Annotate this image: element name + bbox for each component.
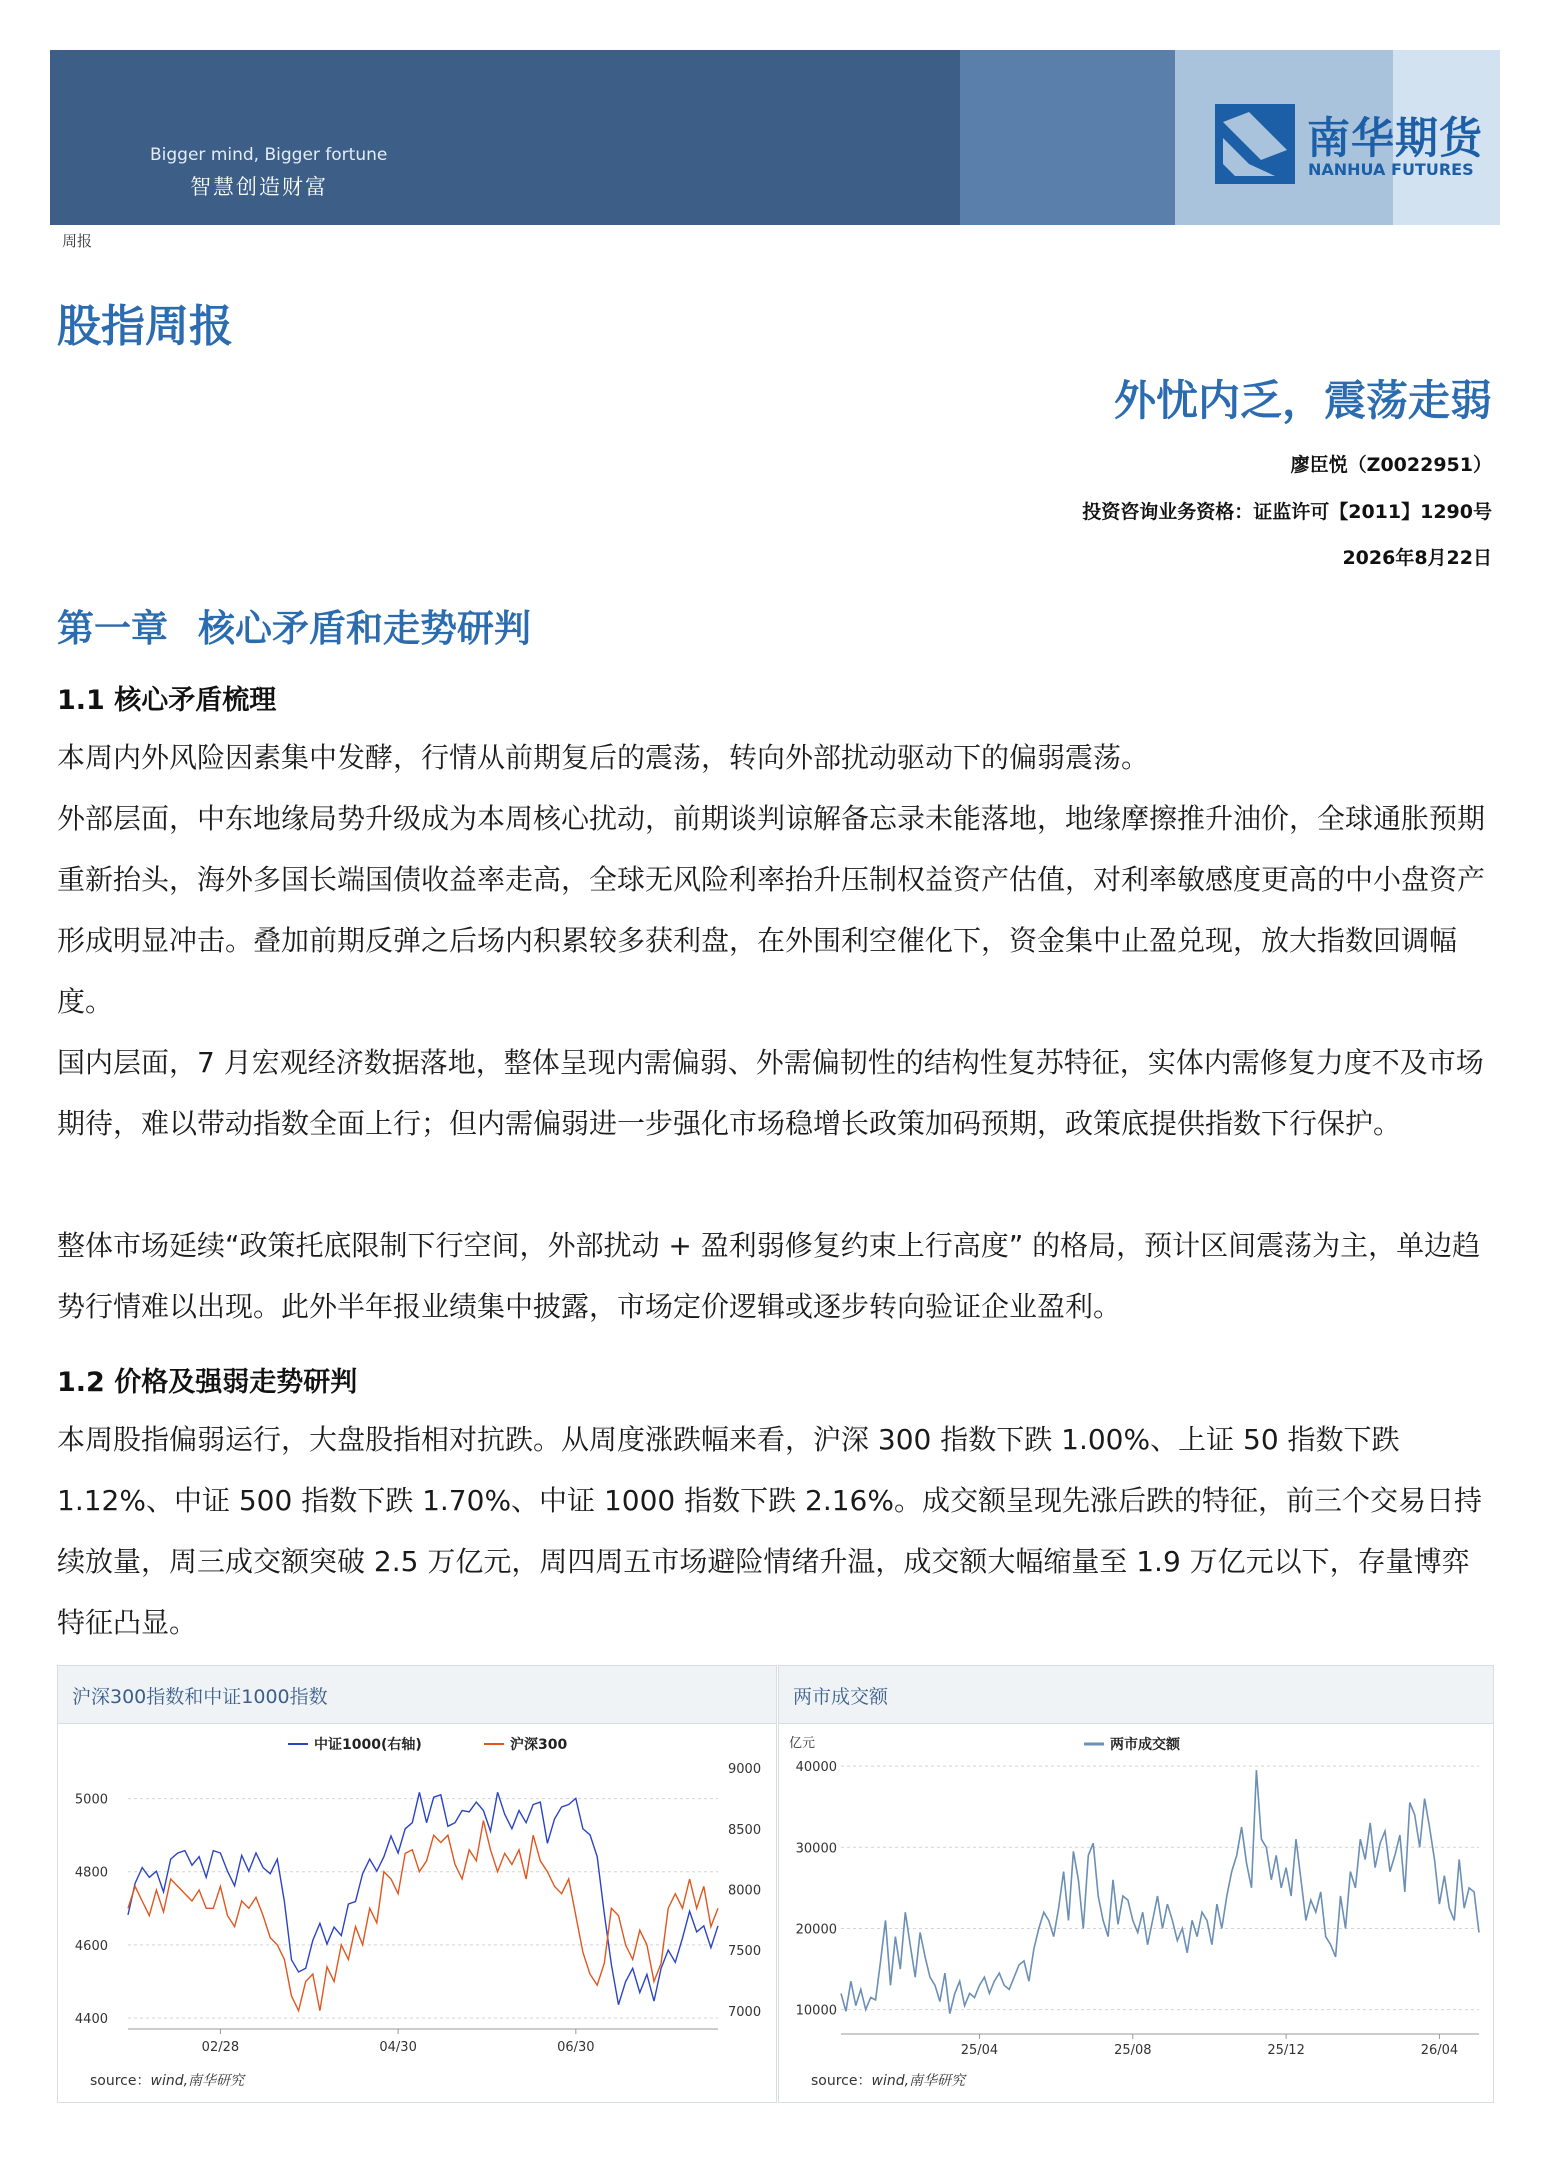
x-axis-tick-label: 26/04: [1420, 2043, 1459, 2058]
right-axis-tick-label: 7500: [728, 1944, 762, 1960]
legend-label: 沪深300: [510, 1737, 568, 1753]
legend-label: 中证1000(右轴): [314, 1737, 422, 1753]
section-heading: 1.2 价格及强弱走势研判: [57, 1367, 358, 1398]
chart-panel-turnover: [778, 1665, 1494, 2103]
legend-label: 两市成交额: [1110, 1737, 1180, 1753]
index-line-chart: [58, 1724, 776, 2064]
x-axis-tick-label: 04/30: [379, 2040, 417, 2055]
y-axis-unit: 亿元: [789, 1736, 816, 1751]
left-axis-tick-label: 4600: [74, 1938, 108, 1954]
document-type: 周报: [62, 232, 93, 250]
paragraph: 外部层面，中东地缘局势升级成为本周核心扰动，前期谈判谅解备忘录未能落地，地缘摩擦推升油价，全球通胀预期重新抬头，海外多国长端国债收益率走高，全球无风险利率抬升压制权益资产估值，对利率敏感度更高的中小盘资产形成明显冲击。叠加前期反弹之后场内积累较多获利盘，在外围利空催化下，资金集中止盈兑现，放大指数回调幅度。: [57, 802, 1486, 1018]
left-axis-tick-label: 4800: [74, 1865, 108, 1881]
chapter-title: 核心矛盾和走势研判: [198, 607, 531, 650]
chart-panel-index: [57, 1665, 777, 2103]
slogan-english: Bigger mind, Bigger fortune: [150, 145, 388, 165]
chart-source: source：wind,南华研究: [811, 2073, 966, 2089]
left-axis-tick-label: 5000: [74, 1792, 108, 1808]
y-axis-tick-label: 30000: [795, 1841, 837, 1857]
report-date: 2026年8月22日: [1342, 547, 1492, 569]
banner-band: [960, 50, 1175, 225]
turnover-line-chart: [779, 1724, 1493, 2064]
header-banner: [50, 50, 1500, 225]
chart-source: source：wind,南华研究: [90, 2073, 245, 2089]
nanhua-logo-icon: [1215, 104, 1295, 184]
x-axis-tick-label: 25/12: [1267, 2043, 1305, 2058]
x-axis-tick-label: 02/28: [201, 2040, 240, 2055]
x-axis-tick-label: 25/08: [1114, 2043, 1152, 2058]
x-axis-tick-label: 06/30: [557, 2040, 595, 2055]
y-axis-tick-label: 40000: [795, 1760, 837, 1776]
y-axis-tick-label: 10000: [795, 2003, 837, 2019]
right-axis-tick-label: 7000: [728, 2004, 762, 2020]
paragraph: 本周内外风险因素集中发酵，行情从前期复后的震荡，转向外部扰动驱动下的偏弱震荡。: [57, 741, 1150, 774]
series-line: [841, 1770, 1479, 2014]
section-heading: 1.1 核心矛盾梳理: [57, 685, 277, 716]
y-axis-tick-label: 20000: [795, 1922, 837, 1938]
x-axis-tick-label: 25/04: [960, 2043, 999, 2058]
author: 廖臣悦（Z0022951）: [1290, 454, 1492, 476]
chapter-number: 第一章: [57, 607, 168, 650]
right-axis-tick-label: 9000: [728, 1762, 762, 1778]
report-subtitle: 外忧内乏，震荡走弱: [1113, 376, 1492, 425]
report-title: 股指周报: [57, 301, 233, 352]
right-axis-tick-label: 8000: [728, 1883, 762, 1899]
chapter-heading: [57, 598, 561, 652]
panel-title: 两市成交额: [793, 1686, 889, 1708]
right-axis-tick-label: 8500: [728, 1822, 762, 1838]
paragraph: 国内层面，7 月宏观经济数据落地，整体呈现内需偏弱、外需偏韧性的结构性复苏特征，实体内需修复力度不及市场期待，难以带动指数全面上行；但内需偏弱进一步强化市场稳增长政策加码预期，政策底提供指数下行保护。: [57, 1046, 1484, 1140]
slogan-chinese: 智慧创造财富: [190, 175, 328, 199]
series-line: [128, 1821, 718, 2011]
logo-name-english: NANHUA FUTURES: [1308, 160, 1474, 179]
panel-title: 沪深300指数和中证1000指数: [72, 1686, 328, 1708]
paragraph: 本周股指偏弱运行，大盘股指相对抗跌。从周度涨跌幅来看，沪深 300 指数下跌 1.00%、上证 50 指数下跌 1.12%、中证 500 指数下跌 1.70%、中证 1000 指数下跌 2.16%。成交额呈现先涨后跌的特征，前三个交易日持续放量，周三成交额突破 2.5 万亿元，周四周五市场避险情绪升温，成交额大幅缩量至 1.9 万亿元以下，存量博弈特征凸显。: [57, 1423, 1482, 1639]
paragraph: 整体市场延续“政策托底限制下行空间，外部扰动 + 盈利弱修复约束上行高度” 的格局，预计区间震荡为主，单边趋势行情难以出现。此外半年报业绩集中披露，市场定价逻辑或逐步转向验证企业盈利。: [57, 1229, 1481, 1323]
logo-name-chinese: 南华期货: [1307, 114, 1483, 164]
qualification: 投资咨询业务资格：证监许可【2011】1290号: [1082, 501, 1492, 523]
left-axis-tick-label: 4400: [74, 2012, 108, 2028]
